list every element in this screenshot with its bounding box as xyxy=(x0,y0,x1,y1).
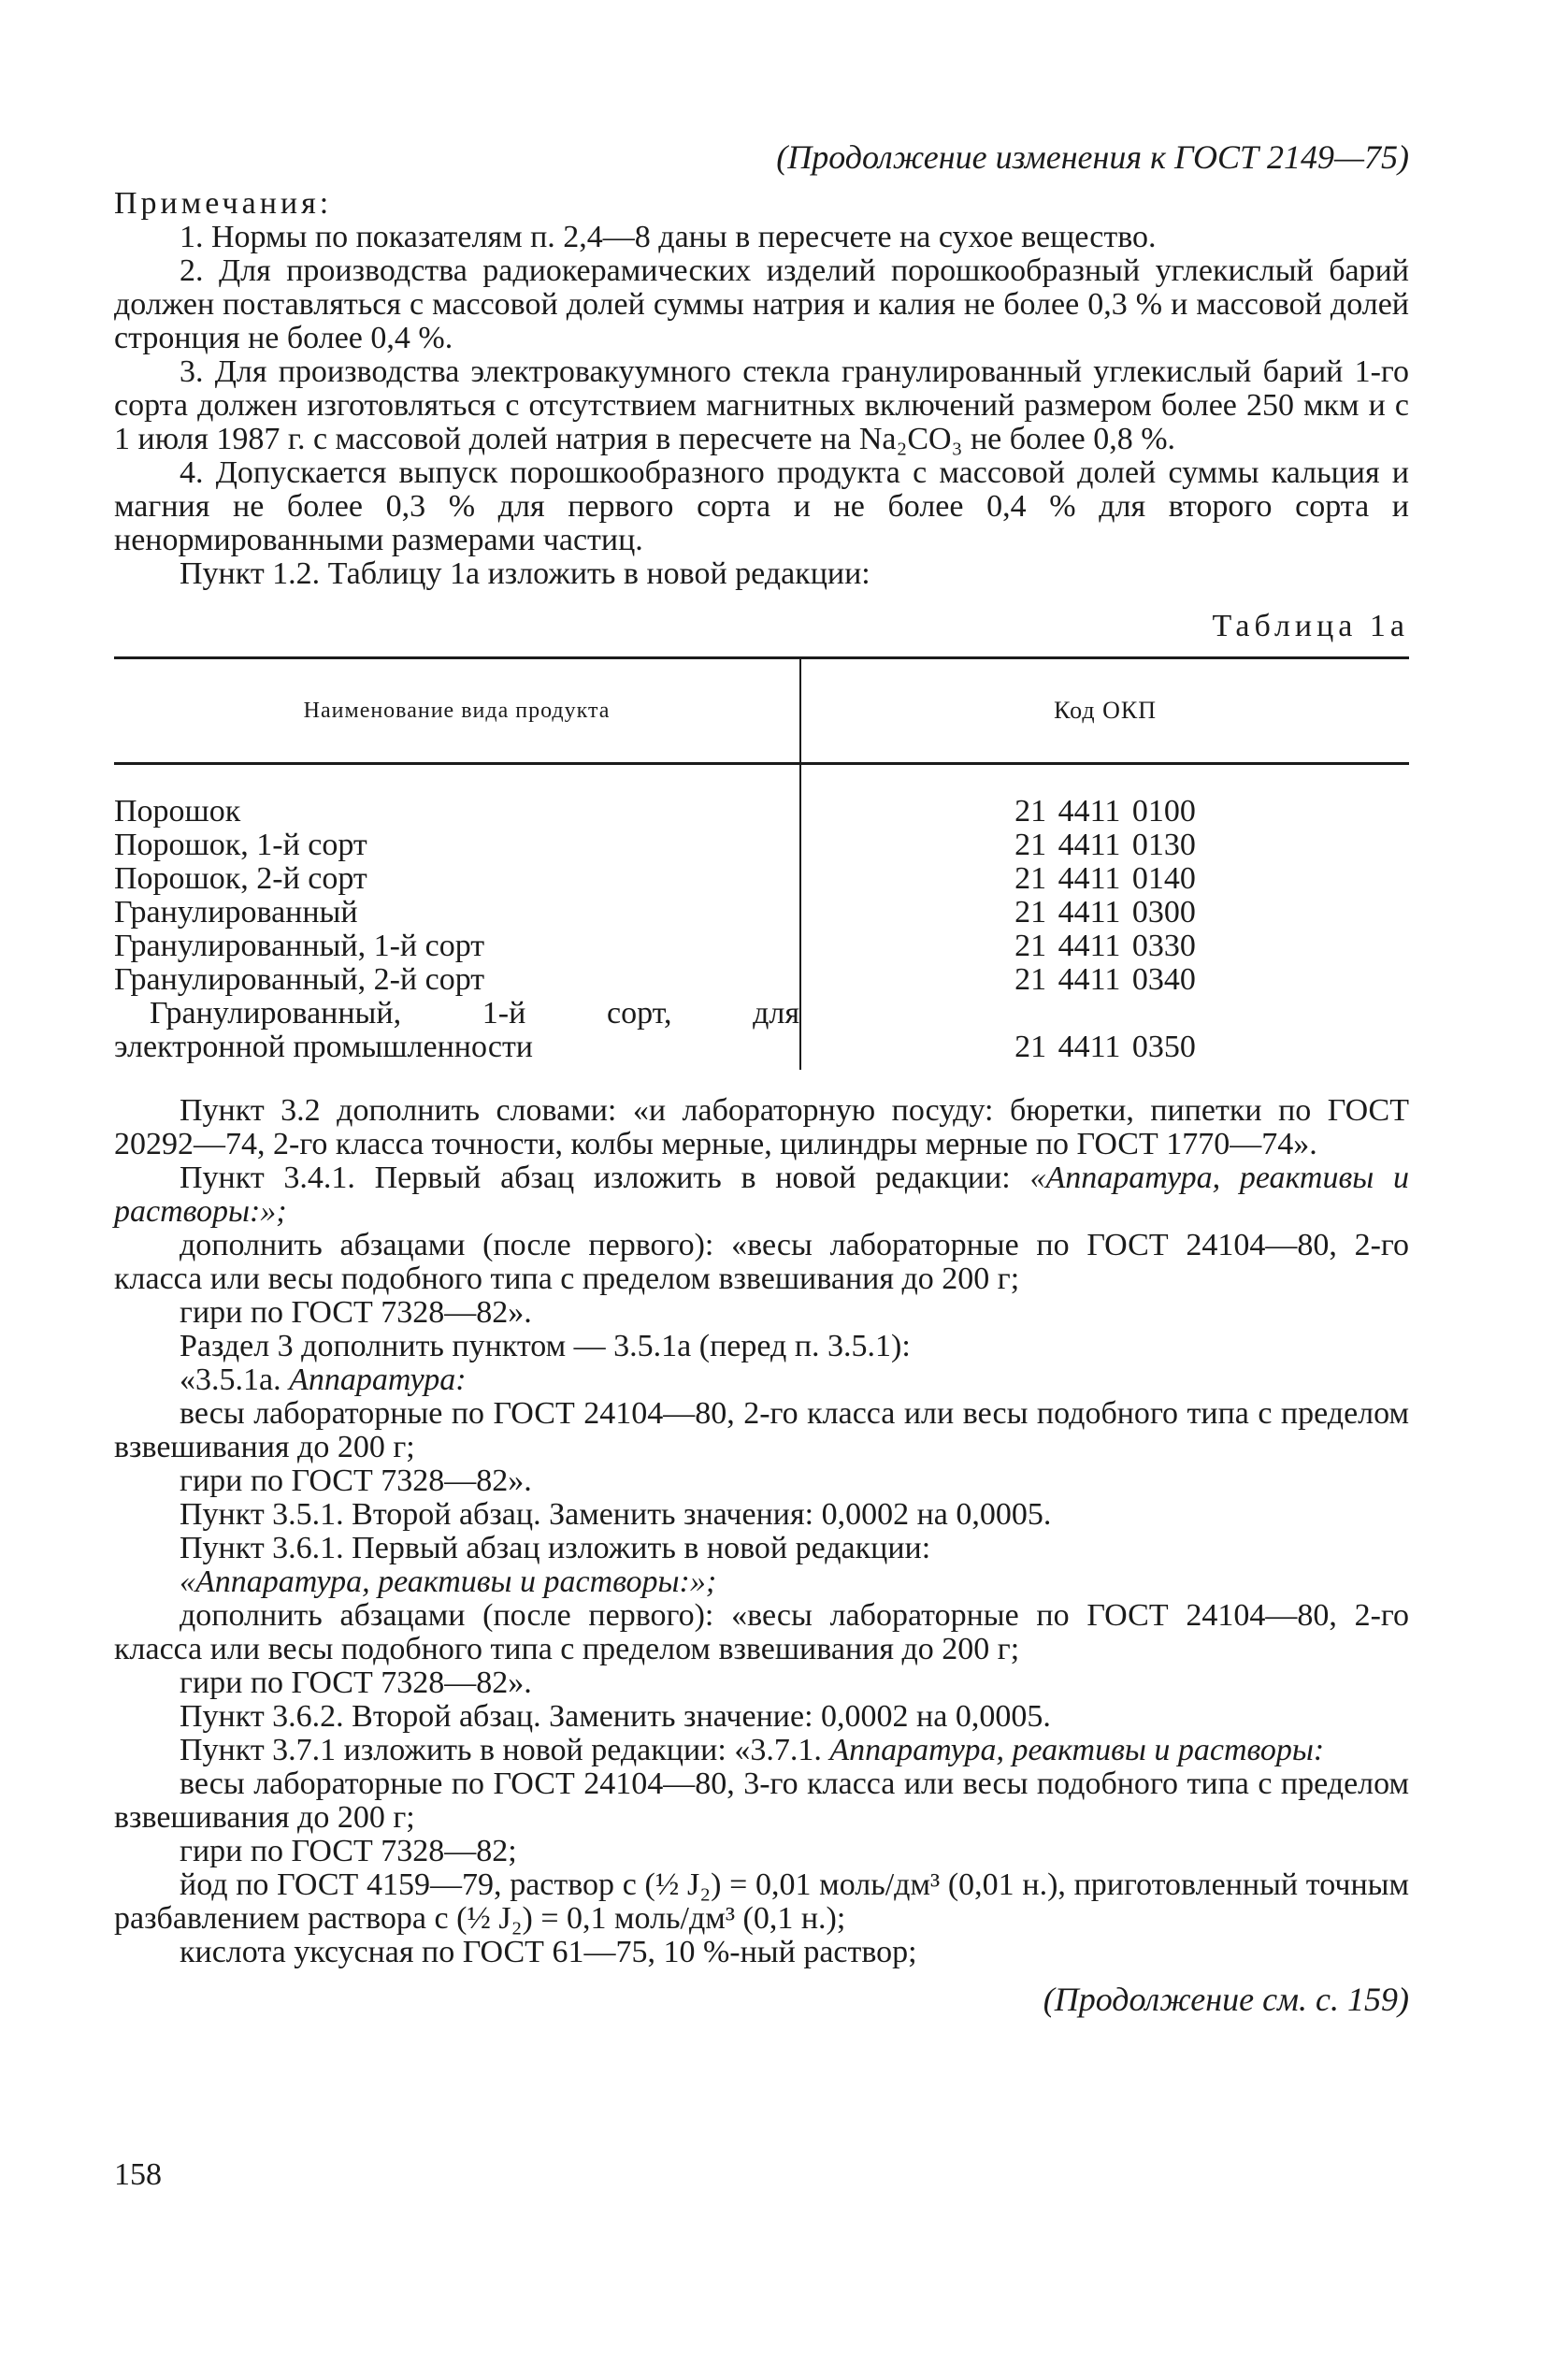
paragraph: Пункт 3.6.1. Первый абзац изложить в новой редакции: xyxy=(180,1531,931,1565)
column-header-product: Наименование вида продукта xyxy=(114,658,800,764)
okp-code: 21 4411 0300 xyxy=(1014,895,1196,930)
note-item: 4. Допускается выпуск порошкообразного продукта с массовой долей суммы кальция и магния не более 0,3 % для первого сорта и не более 0,4 % для второго сорта и ненормированными размерами частиц. xyxy=(114,455,1409,557)
page-number: 158 xyxy=(114,2157,162,2192)
header-continuation: (Продолжение изменения к ГОСТ 2149—75) xyxy=(776,138,1409,176)
paragraph: Пункт 3.4.1. Первый абзац изложить в новой редакции: «Аппаратура, реактивы и растворы:»; xyxy=(114,1160,1409,1229)
okp-code: 21 4411 0340 xyxy=(1014,962,1196,997)
note-item: 2. Для производства радиокерамических изделий порошкообразный углекислый барий должен поставляться с массовой долей суммы натрия и калия не более 0,3 % и массовой долей стронция не более 0,4 %. xyxy=(114,253,1409,355)
paragraph: «3.5.1а. Аппаратура: xyxy=(180,1362,467,1397)
paragraph: весы лабораторные по ГОСТ 24104—80, 2-го класса или весы подобного типа с пределом взвешивания до 200 г; xyxy=(114,1396,1409,1464)
paragraph: «Аппаратура, реактивы и растворы:»; xyxy=(180,1564,717,1599)
product-name: Порошок xyxy=(114,764,800,829)
paragraph: Пункт 3.2 дополнить словами: «и лабораторную посуду: бюретки, пипетки по ГОСТ 20292—74, 2-го класса точности, колбы мерные, цилиндры мерные по ГОСТ 1770—74». xyxy=(114,1093,1409,1161)
table-row xyxy=(114,930,1409,963)
paragraph: гири по ГОСТ 7328—82». xyxy=(180,1665,532,1700)
okp-table xyxy=(114,656,1409,1070)
okp-code: 21 4411 0330 xyxy=(1014,929,1196,963)
notes-title: Примечания: xyxy=(114,186,333,221)
okp-code: 21 4411 0130 xyxy=(1014,828,1196,862)
paragraph: гири по ГОСТ 7328—82; xyxy=(180,1834,517,1868)
paragraph: весы лабораторные по ГОСТ 24104—80, 3-го класса или весы подобного типа с пределом взвешивания до 200 г; xyxy=(114,1766,1409,1835)
product-name: Порошок, 2-й сорт xyxy=(114,862,800,896)
table-row xyxy=(114,829,1409,862)
product-name: Гранулированный xyxy=(114,896,800,930)
product-name: Гранулированный, 1-й сорт xyxy=(114,930,800,963)
note-item: 1. Нормы по показателям п. 2,4—8 даны в пересчете на сухое вещество. xyxy=(180,220,1157,254)
table-intro: Пункт 1.2. Таблицу 1а изложить в новой редакции: xyxy=(180,556,870,591)
product-name: Гранулированный, 2-й сорт xyxy=(114,963,800,997)
table-row xyxy=(114,764,1409,829)
okp-code: 21 4411 0350 xyxy=(1014,1030,1196,1064)
table-row xyxy=(114,862,1409,896)
paragraph: Раздел 3 дополнить пунктом — 3.5.1а (перед п. 3.5.1): xyxy=(180,1329,911,1363)
paragraph: йод по ГОСТ 4159—79, раствор с (½ J₂) = 0,01 моль/дм³ (0,01 н.), приготовленный точным разбавлением раствора с (½ J₂) = 0,1 моль/дм³ (0,1 н.); xyxy=(114,1867,1409,1936)
product-name: Порошок, 1-й сорт xyxy=(114,829,800,862)
paragraph: Пункт 3.6.2. Второй абзац. Заменить значение: 0,0002 на 0,0005. xyxy=(180,1699,1051,1734)
body-text xyxy=(114,1094,1409,1969)
paragraph: Пункт 3.5.1. Второй абзац. Заменить значения: 0,0002 на 0,0005. xyxy=(180,1497,1052,1532)
product-name-line2: электронной промышленности xyxy=(114,1030,533,1064)
note-item: 3. Для производства электровакуумного стекла гранулированный углекислый барий 1-го сорта должен изготовляться с отсутствием магнитных включений размером более 250 мкм и с 1 июля 1987 г. с массовой долей натрия в пересчете на Na₂CO₃ не более 0,8 %. xyxy=(114,354,1409,456)
notes-section xyxy=(114,187,1409,557)
paragraph: дополнить абзацами (после первого): «весы лабораторные по ГОСТ 24104—80, 2-го класса или весы подобного типа с пределом взвешивания до 200 г; xyxy=(114,1598,1409,1666)
paragraph: Пункт 3.7.1 изложить в новой редакции: «3.7.1. Аппаратура, реактивы и растворы: xyxy=(180,1733,1325,1767)
paragraph: гири по ГОСТ 7328—82». xyxy=(180,1295,532,1330)
paragraph: гири по ГОСТ 7328—82». xyxy=(180,1463,532,1498)
table-row xyxy=(114,997,1409,1070)
table-row xyxy=(114,896,1409,930)
okp-code: 21 4411 0100 xyxy=(1014,794,1196,829)
table-label: Таблица 1а xyxy=(1212,609,1409,643)
table-row xyxy=(114,963,1409,997)
product-name-line1: Гранулированный, 1-й сорт, для xyxy=(150,996,800,1031)
paragraph: кислота уксусная по ГОСТ 61—75, 10 %-ный раствор; xyxy=(180,1935,917,1969)
footer-continuation: (Продолжение см. с. 159) xyxy=(1043,1981,1409,2018)
product-name xyxy=(114,997,800,1070)
paragraph: дополнить абзацами (после первого): «весы лабораторные по ГОСТ 24104—80, 2-го класса или весы подобного типа с пределом взвешивания до 200 г; xyxy=(114,1228,1409,1296)
column-header-code: Код ОКП xyxy=(800,658,1409,764)
okp-code: 21 4411 0140 xyxy=(1014,861,1196,896)
